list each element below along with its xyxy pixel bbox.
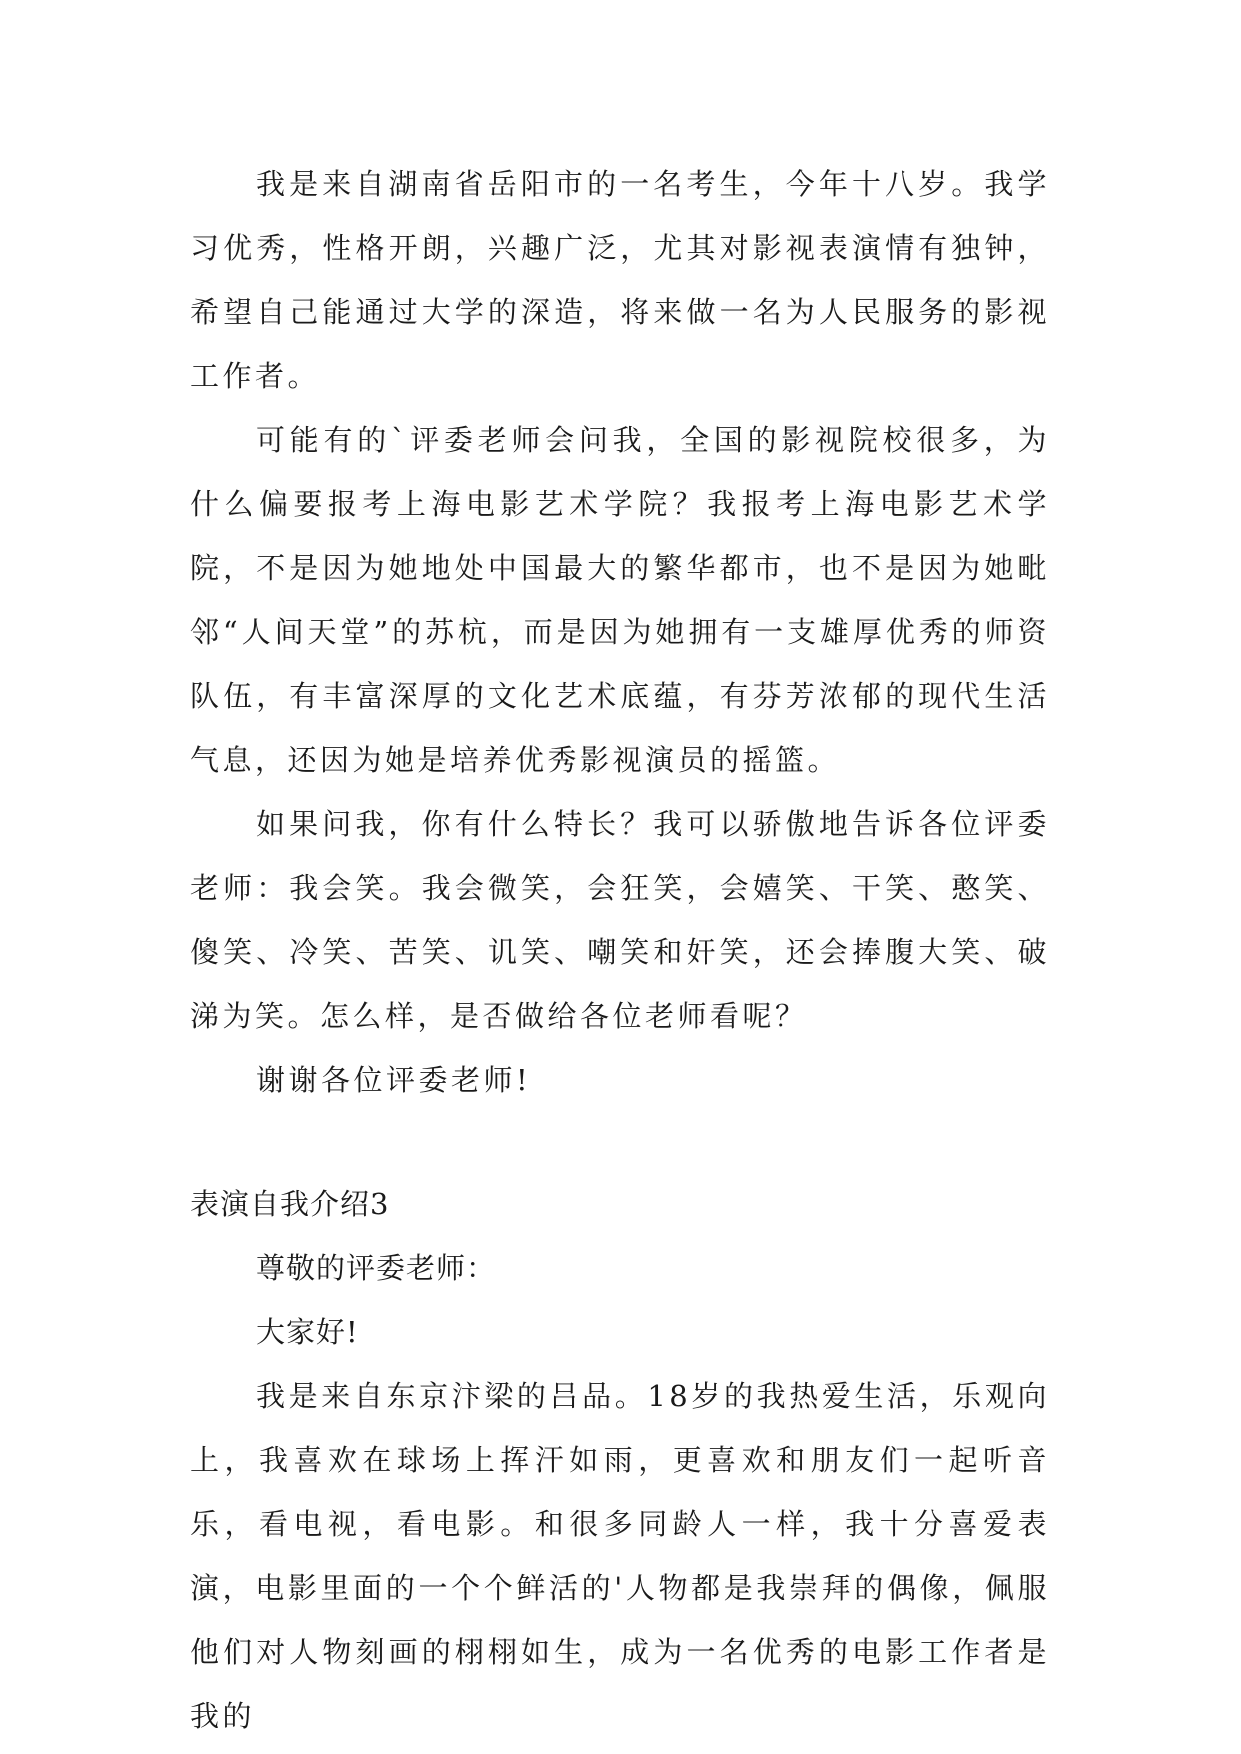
greeting-line: 尊敬的评委老师： xyxy=(256,1251,497,1285)
section-heading: 表演自我介绍3 xyxy=(190,1187,390,1221)
paragraph-introduction-3: 我是来自东京汴梁的吕品。18岁的我热爱生活，乐观向上，我喜欢在球场上挥汗如雨，更喜欢和朋友们一起听音乐，看电视，看电影。和很多同龄人一样，我十分喜爱表演，电影里面的一个个鲜活的'人物都是我崇拜的偶像，佩服他们对人物刻画的栩栩如生，成为一名优秀的电影工作者是我的 xyxy=(190,1379,1050,1733)
paragraph-self-introduction: 我是来自湖南省岳阳市的一名考生，今年十八岁。我学习优秀，性格开朗，兴趣广泛，尤其对影视表演情有独钟，希望自己能通过大学的深造，将来做一名为人民服务的影视工作者。 xyxy=(190,167,1050,393)
paragraph-why-school: 可能有的`评委老师会问我，全国的影视院校很多，为什么偏要报考上海电影艺术学院？我报考上海电影艺术学院，不是因为她地处中国最大的繁华都市，也不是因为她毗邻“人间天堂”的苏杭，而是因为她拥有一支雄厚优秀的师资队伍，有丰富深厚的文化艺术底蕴，有芬芳浓郁的现代生活气息，还因为她是培养优秀影视演员的摇篮。 xyxy=(190,423,1050,777)
paragraph-thanks: 谢谢各位评委老师! xyxy=(256,1063,532,1097)
paragraph-specialty: 如果问我，你有什么特长？我可以骄傲地告诉各位评委老师：我会笑。我会微笑，会狂笑，会嬉笑、干笑、憨笑、傻笑、冷笑、苦笑、讥笑、嘲笑和奸笑，还会捧腹大笑、破涕为笑。怎么样，是否做给各位老师看呢？ xyxy=(190,807,1050,1033)
document-body xyxy=(190,152,1050,1748)
hello-line: 大家好! xyxy=(256,1315,359,1349)
